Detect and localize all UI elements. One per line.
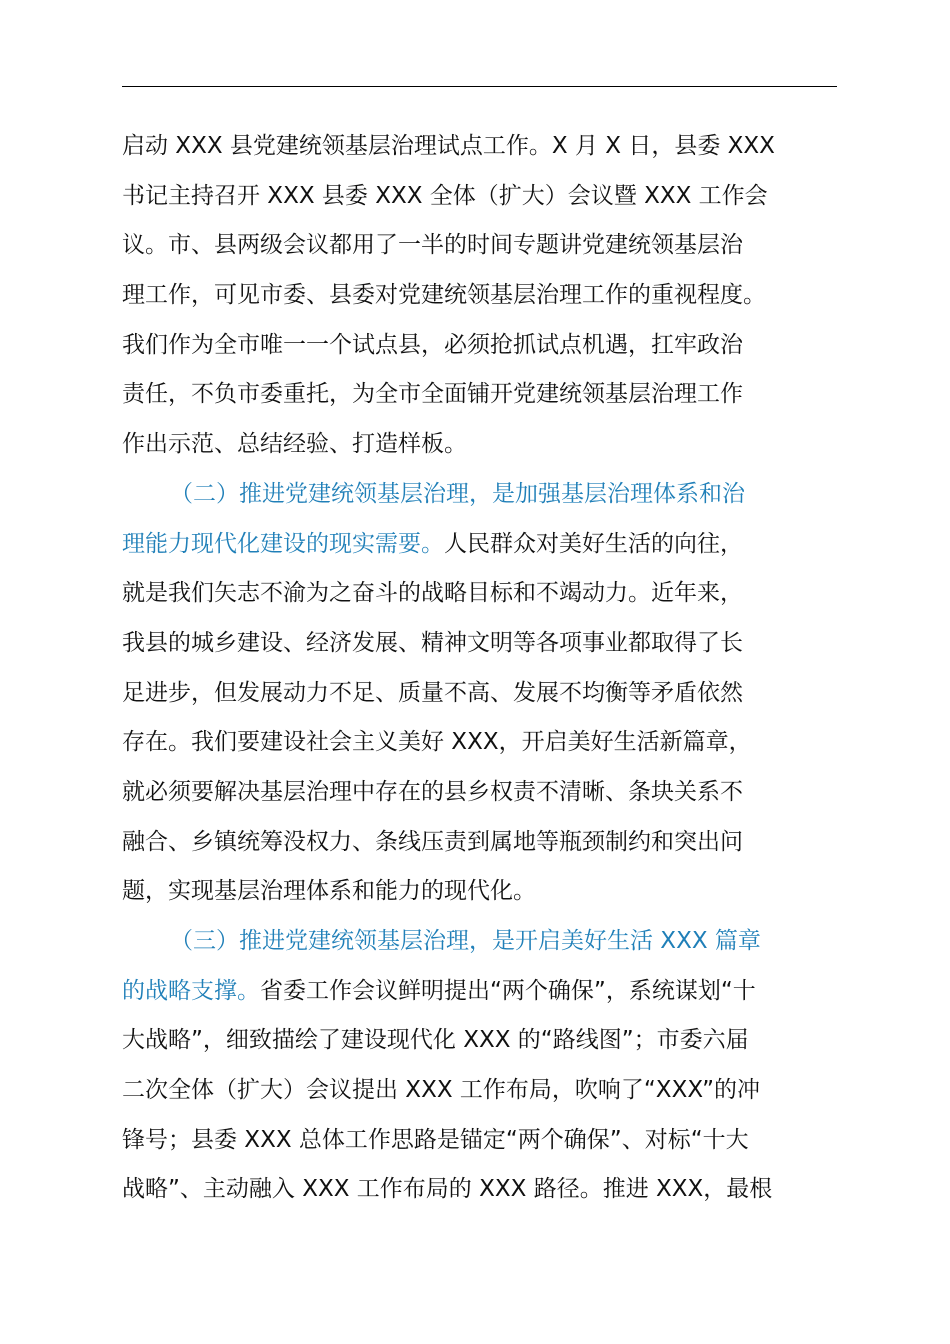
text-line (122, 271, 837, 321)
text-line (122, 967, 837, 1017)
body-text: 书记主持召开 XXX 县委 XXX 全体（扩大）会议暨 XXX 工作会 (122, 182, 768, 209)
body-text: 融合、乡镇统筹没权力、条线压责到属地等瓶颈制约和突出问 (122, 828, 743, 855)
body-text: 存在。我们要建设社会主义美好 XXX，开启美好生活新篇章， (122, 729, 752, 756)
text-line (122, 122, 837, 172)
body-text: 作出示范、总结经验、打造样板。 (122, 431, 467, 458)
text-line (122, 321, 837, 371)
text-line (122, 470, 837, 520)
text-line (122, 768, 837, 818)
text-line (122, 520, 837, 570)
body-text: 大战略”，细致描绘了建设现代化 XXX 的“路线图”；市委六届 (122, 1027, 749, 1054)
body-text: 锋号；县委 XXX 总体工作思路是锚定“两个确保”、对标“十大 (122, 1126, 749, 1153)
document-body (122, 122, 837, 1215)
body-text: 责任，不负市委重托，为全市全面铺开党建统领基层治理工作 (122, 381, 743, 408)
text-line (122, 669, 837, 719)
text-line (122, 1016, 837, 1066)
body-text: 足进步，但发展动力不足、质量不高、发展不均衡等矛盾依然 (122, 679, 743, 706)
section-heading-text: （三）推进党建统领基层治理，是开启美好生活 XXX 篇章 (170, 928, 761, 954)
body-text: 二次全体（扩大）会议提出 XXX 工作布局，吹响了“XXX”的冲 (122, 1077, 761, 1104)
body-text: 题，实现基层治理体系和能力的现代化。 (122, 878, 536, 905)
body-text: 理工作，可见市委、县委对党建统领基层治理工作的重视程度。 (122, 282, 766, 309)
paragraph-2 (122, 470, 837, 917)
header-rule (122, 86, 837, 87)
text-line (122, 221, 837, 271)
text-line (122, 172, 837, 222)
text-line (122, 370, 837, 420)
body-text: 人民群众对美好生活的向往， (444, 530, 743, 557)
section-heading-text: （二）推进党建统领基层治理，是加强基层治理体系和治 (170, 480, 745, 507)
body-text: 就必须要解决基层治理中存在的县乡权责不清晰、条块关系不 (122, 778, 743, 805)
text-line (122, 420, 837, 470)
body-text: 战略”、主动融入 XXX 工作布局的 XXX 路径。推进 XXX，最根 (122, 1176, 773, 1203)
body-text: 我们作为全市唯一一个试点县，必须抢抓试点机遇，扛牢政治 (122, 331, 743, 358)
paragraph-3 (122, 917, 837, 1215)
text-line (122, 569, 837, 619)
text-line (122, 1066, 837, 1116)
body-text: 议。市、县两级会议都用了一半的时间专题讲党建统领基层治 (122, 232, 743, 259)
section-heading-text: 的战略支撑。 (122, 977, 260, 1004)
body-text: 就是我们矢志不渝为之奋斗的战略目标和不竭动力。近年来， (122, 580, 743, 607)
body-text: 启动 XXX 县党建统领基层治理试点工作。X 月 X 日，县委 XXX (122, 133, 775, 159)
text-line (122, 1116, 837, 1166)
text-line (122, 917, 837, 967)
text-line (122, 867, 837, 917)
section-heading-text: 理能力现代化建设的现实需要。 (122, 530, 444, 557)
text-line (122, 718, 837, 768)
text-line (122, 619, 837, 669)
text-line (122, 818, 837, 868)
text-line (122, 1165, 837, 1215)
paragraph-1 (122, 122, 837, 470)
body-text: 省委工作会议鲜明提出“两个确保”，系统谋划“十 (260, 977, 756, 1004)
body-text: 我县的城乡建设、经济发展、精神文明等各项事业都取得了长 (122, 629, 743, 656)
